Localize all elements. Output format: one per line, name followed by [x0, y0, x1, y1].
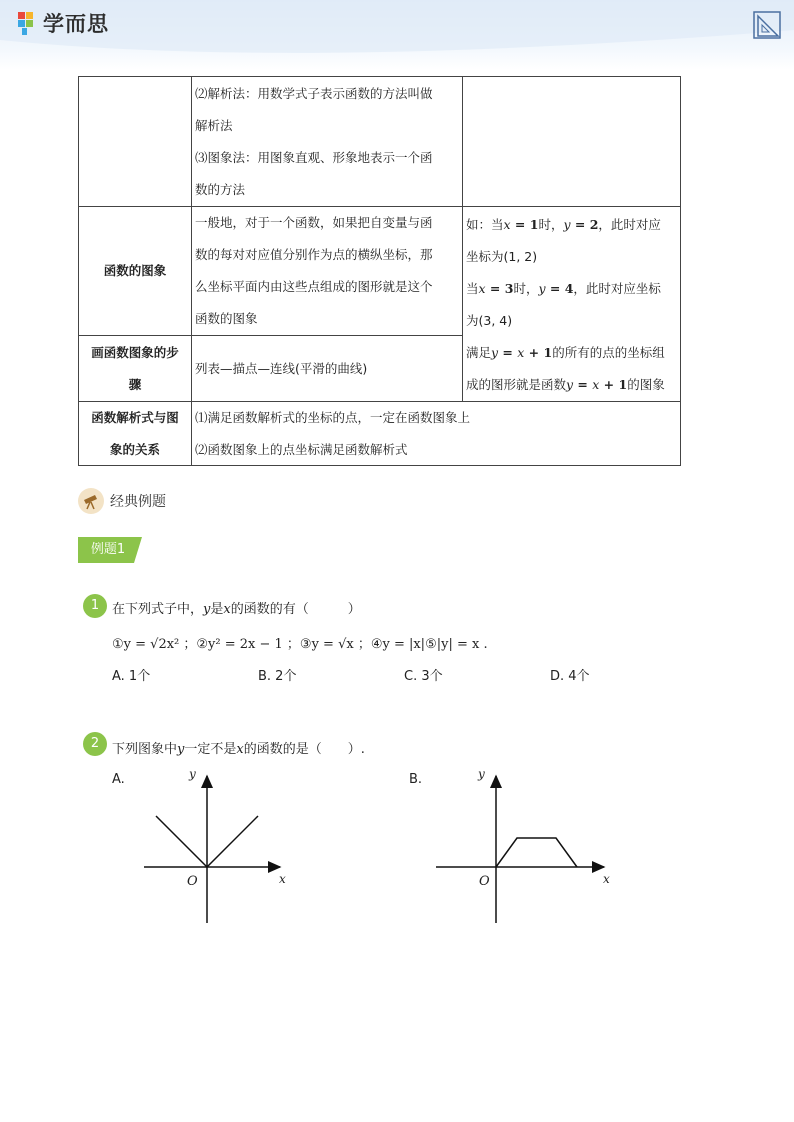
content-line: ⑵函数图象上的点坐标满足函数解析式 — [195, 441, 408, 457]
content-line: 么坐标平面内由这些点组成的图形就是这个 — [195, 279, 433, 294]
row-head-relation — [79, 402, 192, 466]
graph-a-right-ray — [207, 816, 258, 867]
row-content — [192, 402, 681, 466]
head-line: 象的关系 — [109, 441, 160, 457]
section-title-text: 经典例题 — [110, 494, 166, 510]
graph-b-origin-label: O — [479, 874, 490, 889]
graph-a-left-ray — [156, 816, 207, 867]
graph-a-y-label: y — [189, 767, 196, 781]
content-line: 数的每对对应值分别作为点的横纵坐标，那 — [195, 247, 433, 262]
content-line: ⑴满足函数解析式的坐标的点，一定在函数图象上 — [195, 410, 471, 425]
q1-option-d[interactable]: D. 4个 — [550, 669, 590, 684]
row-head-steps — [79, 336, 192, 402]
content-line: 数的方法 — [195, 181, 246, 197]
tag-label: 例题1 — [90, 542, 126, 557]
graph-a-x-label: x — [279, 872, 286, 886]
example-cell — [463, 207, 681, 402]
content-line: 解析法 — [195, 117, 233, 133]
head-line: 骤 — [128, 376, 142, 392]
head-line: 画函数图象的步 — [91, 345, 179, 360]
logo-icon — [16, 9, 40, 37]
question-number-1: 1 — [83, 594, 107, 618]
content-line: 函数的图象 — [195, 311, 258, 326]
example-line: 成的图形就是函数y = x + 1的图象 — [466, 377, 665, 392]
q1-option-c[interactable]: C. 3个 — [404, 669, 443, 684]
question-number-2: 2 — [83, 732, 107, 756]
row-content — [192, 207, 463, 336]
content-line: 一般地，对于一个函数，如果把自变量与函 — [195, 215, 433, 230]
example-line: 当x = 3时，y = 4，此时对应坐标 — [466, 281, 661, 296]
table-row — [79, 77, 681, 207]
example-line: 为(3, 4) — [466, 313, 513, 328]
telescope-icon — [78, 488, 104, 514]
graph-a-label[interactable]: A. — [112, 772, 125, 787]
row-head-empty — [79, 77, 192, 207]
logo-text: 学而思 — [43, 12, 109, 36]
table-row — [79, 207, 681, 336]
page-header — [0, 0, 794, 70]
head-line: 函数解析式与图 — [91, 410, 179, 425]
row-content — [192, 77, 463, 207]
example-line: 如：当x = 1时，y = 2，此时对应 — [466, 217, 661, 232]
knowledge-table — [78, 76, 681, 466]
graph-b-y-label: y — [478, 767, 485, 781]
header-wave-decoration — [0, 0, 794, 70]
section-title — [78, 488, 166, 514]
row-content: 列表—描点—连线(平滑的曲线) — [192, 336, 463, 402]
graph-a-origin-label: O — [187, 874, 198, 889]
graph-b[interactable] — [432, 770, 612, 930]
row-example-empty — [463, 77, 681, 207]
q1-option-b[interactable]: B. 2个 — [258, 669, 297, 684]
content-line: ⑶图象法：用图象直观、形象地表示一个函 — [195, 149, 433, 165]
graph-b-trapezoid — [496, 838, 577, 867]
graph-b-x-label: x — [603, 872, 610, 886]
row-head-graph: 函数的图象 — [79, 207, 192, 336]
graph-b-label[interactable]: B. — [409, 772, 423, 787]
content-line: ⑵解析法：用数学式子表示函数的方法叫做 — [195, 85, 433, 101]
example-line: 满足y = x + 1的所有的点的坐标组 — [466, 345, 665, 360]
q1-stem: 在下列式子中，y是x的函数的有（ ） — [112, 602, 361, 617]
graph-a[interactable] — [140, 770, 300, 930]
q1-formula: ①y = √2x² ；②y² = 2x − 1 ；③y = √x ；④y = |x|⑤|y| = x . — [112, 637, 488, 652]
example-tag — [78, 537, 142, 563]
example-line: 坐标为(1, 2) — [466, 249, 538, 264]
q2-stem: 下列图象中y一定不是x的函数的是（ ）. — [112, 742, 365, 757]
q1-option-a[interactable]: A. 1个 — [112, 669, 151, 684]
brand-logo[interactable] — [16, 8, 109, 38]
ruler-triangle-icon — [752, 10, 782, 40]
table-row — [79, 402, 681, 466]
